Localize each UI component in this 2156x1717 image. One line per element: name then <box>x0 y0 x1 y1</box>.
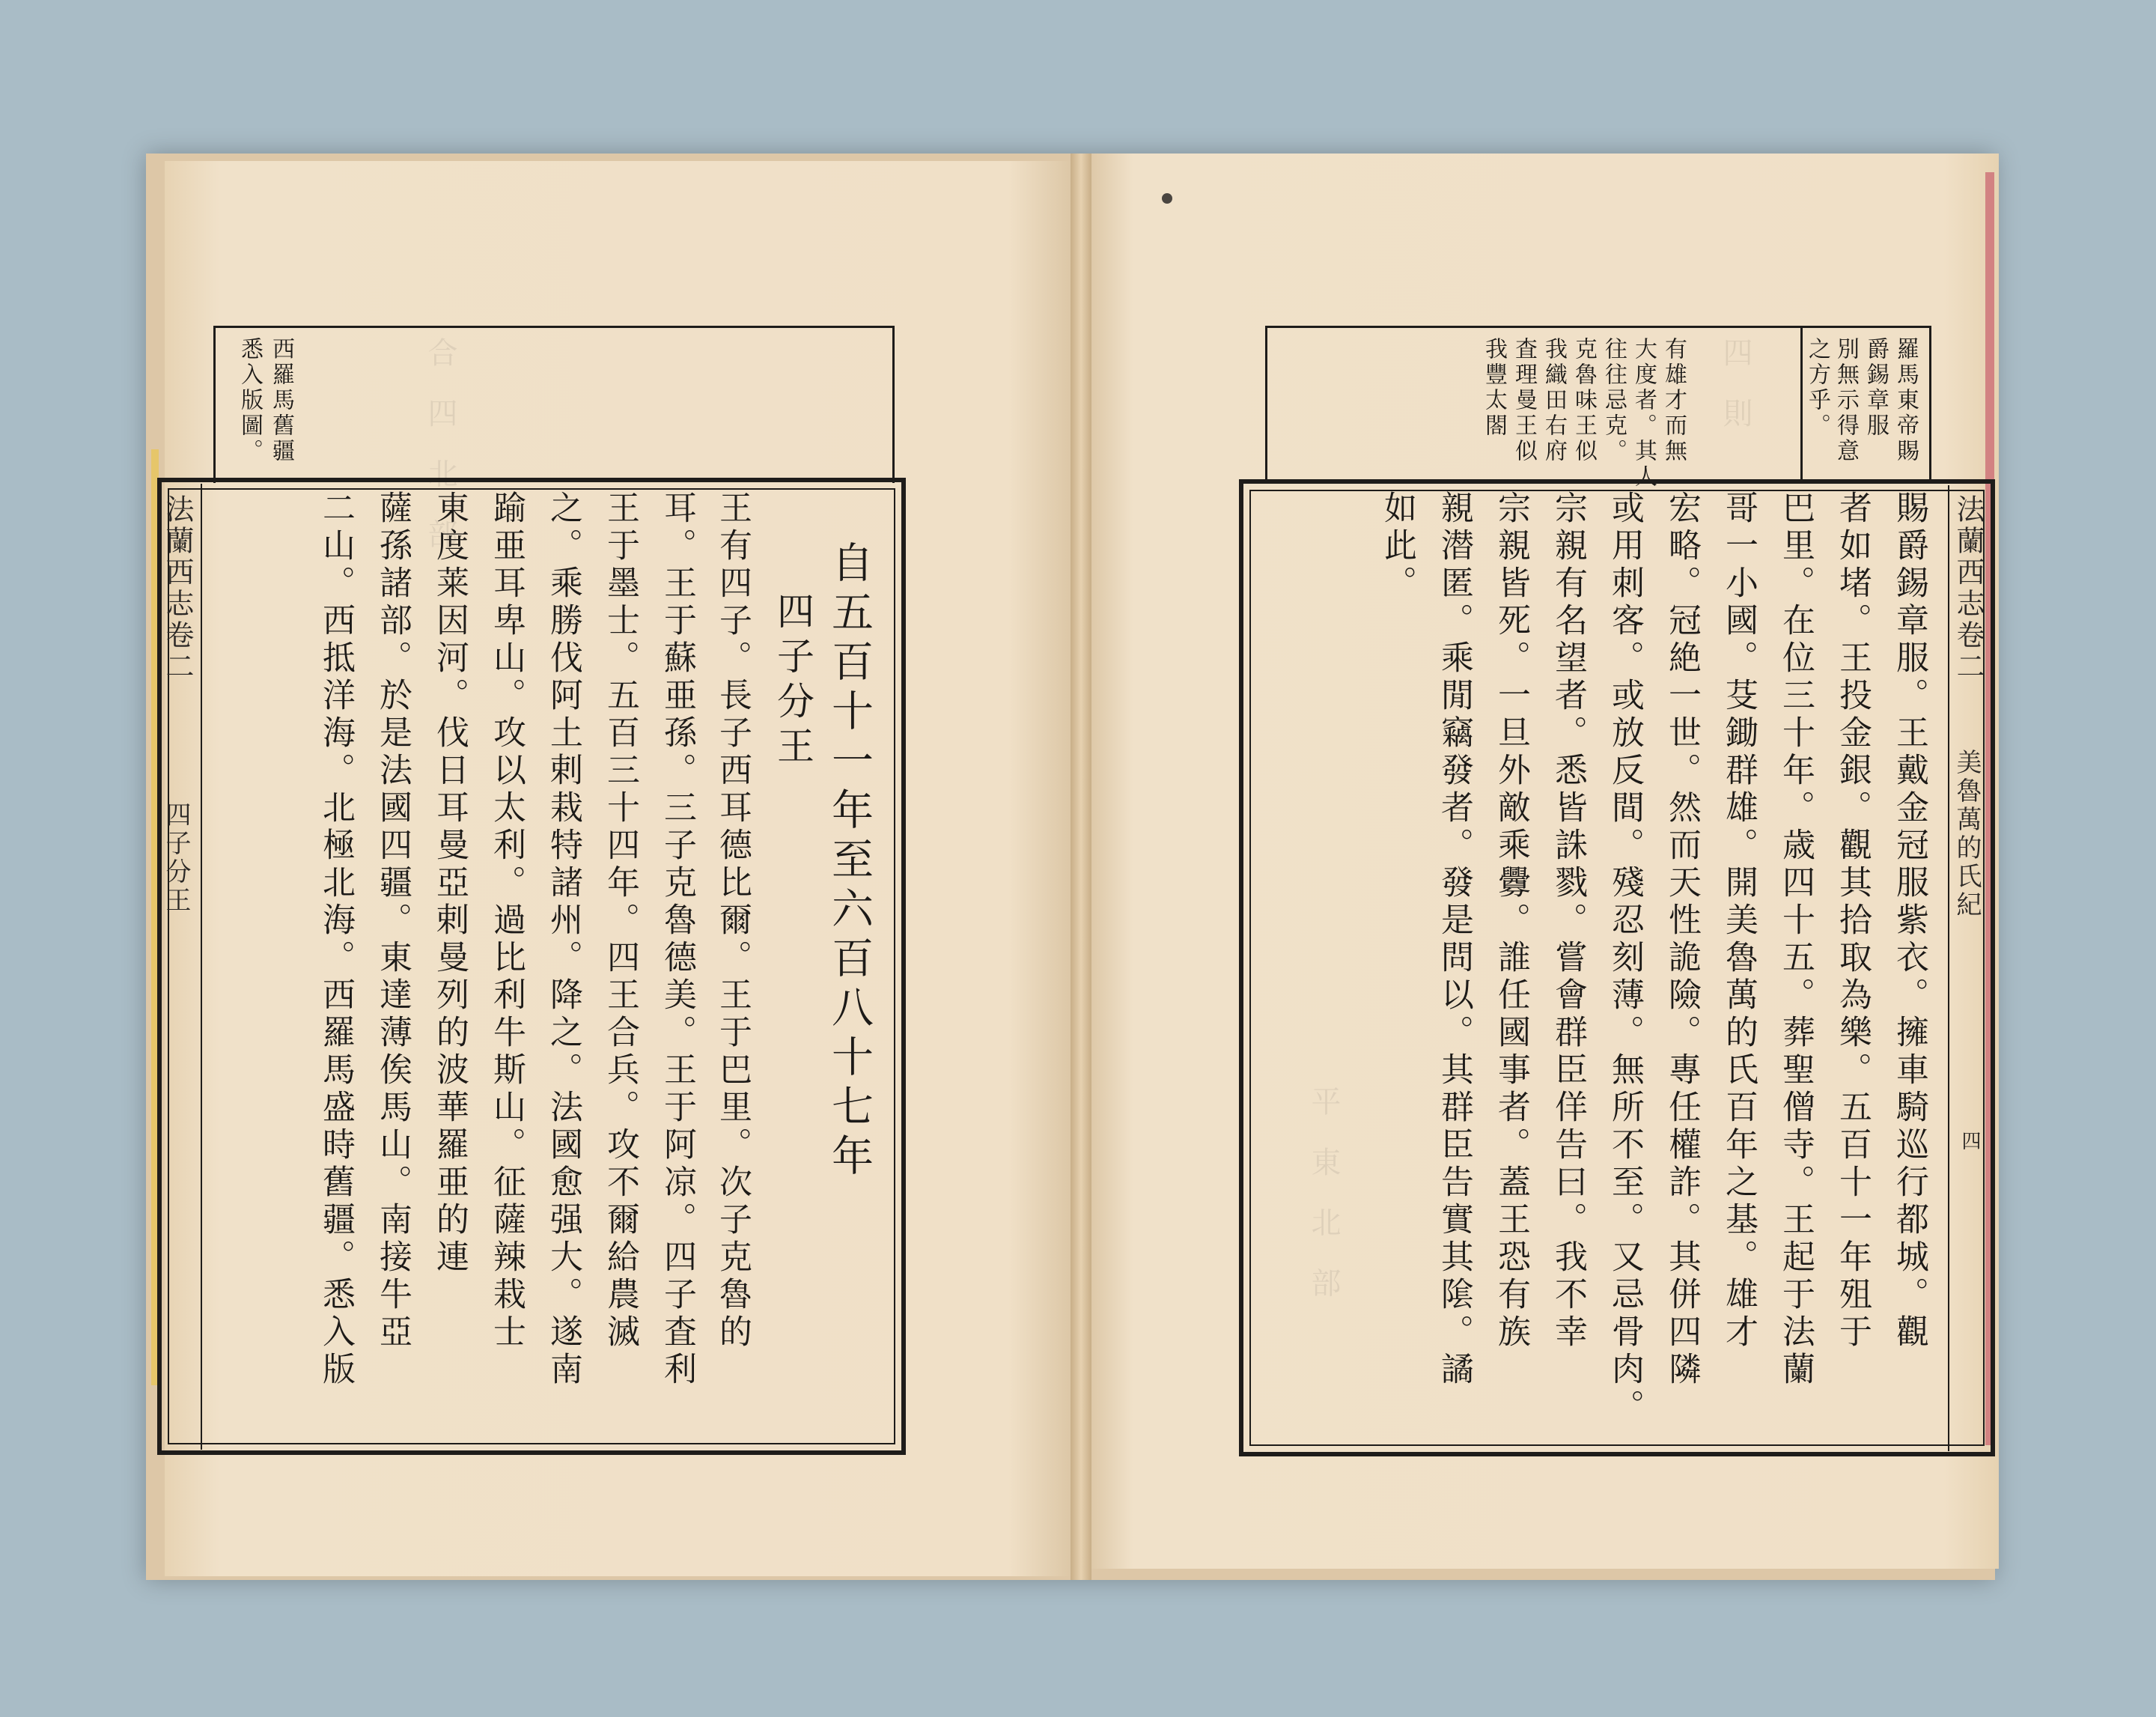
right-bleed-through-lower: 平 東 北 部 <box>1306 1086 1341 1308</box>
right-headnote-a-2: 爵錫章服 <box>1863 337 1889 439</box>
left-headnote-col-1: 西羅馬舊疆 <box>268 337 294 464</box>
right-headnote-b-4: 克魯味王似 <box>1571 337 1597 464</box>
left-headnote-col-2: 悉入版圖。 <box>237 337 263 464</box>
book-gutter <box>1071 154 1091 1580</box>
right-col-6: 或用刺客。或放反間。殘忍刻薄。無所不至。又忌骨肉。 <box>1606 490 1644 1426</box>
right-col-8: 宗親皆死。一旦外敵乘釁。誰任國事者。蓋王恐有族 <box>1492 490 1530 1352</box>
right-spine-section: 美魯萬的氏紀 <box>1952 749 1982 920</box>
left-col-9: 薩孫諸部。於是法國四疆。東達薄俟馬山。南接牛亞 <box>374 490 412 1352</box>
left-col-7: 踰亜耳卑山。攻以太利。過比利牛斯山。征薩辣栽士 <box>487 490 526 1352</box>
right-spine-title: 法蘭西志卷二 <box>1952 494 1985 683</box>
left-spine-section: 四子分王 <box>161 801 191 915</box>
left-col-8: 東度莱因河。伐日耳曼亞剌曼列的波華羅亜的連 <box>430 490 469 1277</box>
left-bleed-through: 合 四 北 部 <box>423 337 457 559</box>
left-col-1: 自五百十一年至六百八十七年 <box>825 541 874 1183</box>
left-col-10: 二山。西抵洋海。北極北海。西羅馬盛時舊疆。悉入版 <box>317 490 355 1389</box>
right-headnote-a-3: 別無示得意 <box>1833 337 1859 464</box>
right-headnote-b-7: 我豐太閤 <box>1481 337 1507 439</box>
right-headnote-a-4: 之方乎。 <box>1804 337 1830 439</box>
right-col-4: 哥一小國。芟鋤群雄。開美魯萬的氏百年之基。雄才 <box>1720 490 1758 1352</box>
right-page-number: 四 <box>1958 1131 1981 1150</box>
left-headnote-box <box>213 326 895 483</box>
left-col-3: 王有四子。長子西耳德比爾。王于巴里。次子克魯的 <box>713 490 752 1352</box>
right-page-mark <box>1162 193 1172 204</box>
right-col-2: 者如堵。王投金銀。觀其拾取為樂。五百十一年殂于 <box>1833 490 1872 1352</box>
right-headnote-box <box>1265 326 1931 483</box>
right-headnote-a-1: 羅馬東帝賜 <box>1892 337 1919 464</box>
right-headnote-b-1: 有雄才而無 <box>1660 337 1687 464</box>
left-spine-rule <box>201 484 202 1450</box>
left-spine-title: 法蘭西志卷二 <box>161 494 194 683</box>
right-headnote-b-3: 往往忌克。 <box>1601 337 1627 464</box>
right-spine-rule <box>1948 485 1949 1451</box>
left-col-4: 耳。王于蘇亜孫。三子克魯德美。王于阿凉。四子査利 <box>658 490 696 1389</box>
left-col-6: 之。乘勝伐阿土剌栽特諸州。降之。法國愈强大。遂南 <box>544 490 582 1389</box>
left-col-5: 王于墨士。五百三十四年。四王合兵。攻不爾給農滅 <box>601 490 639 1352</box>
right-headnote-b-2: 大度者。其人 <box>1630 337 1657 490</box>
right-col-1: 賜爵錫章服。王戴金冠服紫衣。擁車騎巡行都城。觀 <box>1890 490 1928 1352</box>
right-headnote-divider <box>1800 326 1803 483</box>
right-headnote-b-6: 査理曼王似 <box>1511 337 1537 464</box>
right-col-10: 如此。 <box>1378 490 1416 603</box>
right-col-7: 宗親有名望者。悉皆誅戮。嘗會群臣佯告曰。我不幸 <box>1549 490 1587 1352</box>
right-col-5: 宏略。冠絶一世。然而天性詭險。專任權詐。其併四隣 <box>1663 490 1701 1389</box>
left-col-2: 四子分王 <box>771 592 814 771</box>
right-col-9: 親潜匿。乘閒竊發者。發是問以。其群臣告實其隂。譎 <box>1435 490 1473 1389</box>
right-bleed-through: 四 則 <box>1718 337 1752 438</box>
right-headnote-b-5: 我織田右府 <box>1541 337 1567 464</box>
right-col-3: 巴里。在位三十年。歳四十五。葬聖僧寺。王起于法蘭 <box>1776 490 1815 1389</box>
